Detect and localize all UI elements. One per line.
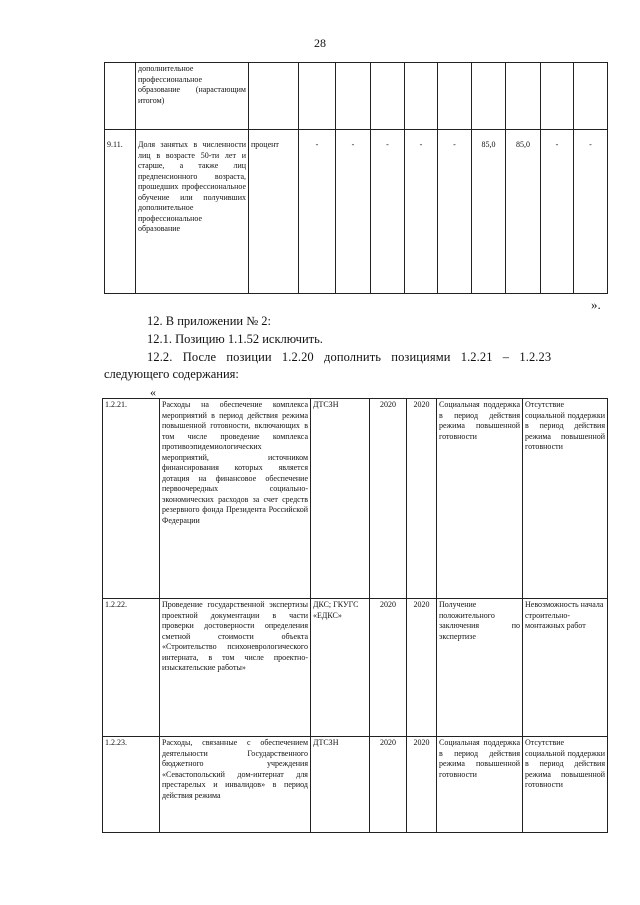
row-number: 1.2.23. — [103, 737, 160, 833]
table-row — [103, 737, 608, 833]
year-start-cell: 2020 — [370, 399, 407, 599]
paragraph-12-2-line2: следующего содержания: — [104, 367, 239, 381]
value-cell: - — [371, 130, 405, 294]
unit-cell: процент — [249, 130, 299, 294]
value-cell: - — [336, 130, 371, 294]
table-row — [105, 130, 608, 294]
row-number: 1.2.21. — [103, 399, 160, 599]
paragraph-12: 12. В приложении № 2: — [147, 314, 272, 328]
consequence-cell: Отсутствие социальной поддержки в период действия режима повышенной готовности — [523, 737, 608, 833]
table-cell-text: Расходы, связанные с обеспечением деятельности Государственного бюджетного учреждения «Севастопольский дом-интернат для престарелых и инвалидов» в период действия режима — [160, 737, 311, 833]
table-cell-text: Расходы на обеспечение комплекса мероприятий в период действия режима повышенной готовности, включающих в том числе проведение комплекса противоэпидемиологических мероприятий, источником финансирования которых является дотация на финансовое обеспечение первоочередных социально-экономических расходов за счет средств резервного фонда Президента Российской Федерации — [160, 399, 311, 599]
paragraph-12-1: 12.1. Позицию 1.1.52 исключить. — [147, 332, 323, 346]
value-cell: - — [541, 130, 574, 294]
result-cell: Социальная поддержка в период действия режима повышенной готовности — [437, 399, 523, 599]
row-number: 9.11. — [105, 130, 136, 294]
executor-cell: ДТСЗН — [311, 737, 370, 833]
paragraph-12-2-line1: 12.2. После позиции 1.2.20 дополнить позициями 1.2.21 – 1.2.23 — [147, 350, 552, 364]
table-row — [105, 63, 608, 130]
year-end-cell: 2020 — [407, 399, 437, 599]
top-table — [104, 62, 608, 294]
closing-quote: ». — [591, 297, 601, 312]
year-start-cell: 2020 — [370, 737, 407, 833]
executor-cell: ДКС; ГКУГС «ЕДКС» — [311, 599, 370, 737]
value-cell: - — [405, 130, 438, 294]
consequence-cell: Отсутствие социальной поддержки в период действия режима повышенной готовности — [523, 399, 608, 599]
executor-cell: ДТСЗН — [311, 399, 370, 599]
main-table — [102, 398, 608, 833]
result-cell: Получение положительного заключения по экспертизе — [437, 599, 523, 737]
consequence-cell: Невозможность начала строительно-монтажных работ — [523, 599, 608, 737]
table-cell-text: Доля занятых в численности лиц в возрасте 50-ти лет и старше, а также лиц предпенсионного возраста, прошедших профессиональное обучение или получивших дополнительное профессиональное образование — [136, 130, 249, 294]
value-cell: - — [299, 130, 336, 294]
table-cell-text: Проведение государственной экспертизы проектной документации в части проверки достоверности определения сметной стоимости объекта «Строительство психоневрологического интерната, в том числе проектно-изыскательские работы» — [160, 599, 311, 737]
value-cell: - — [438, 130, 472, 294]
page-number: 28 — [314, 36, 326, 50]
year-end-cell: 2020 — [407, 599, 437, 737]
table-row — [103, 599, 608, 737]
year-end-cell: 2020 — [407, 737, 437, 833]
table-cell-text: дополнительное профессиональное образование (нарастающим итогом) — [136, 63, 249, 130]
row-number: 1.2.22. — [103, 599, 160, 737]
table-row — [103, 399, 608, 599]
result-cell: Социальная поддержка в период действия режима повышенной готовности — [437, 737, 523, 833]
year-start-cell: 2020 — [370, 599, 407, 737]
value-cell: 85,0 — [472, 130, 506, 294]
open-quote: « — [150, 385, 156, 399]
value-cell: 85,0 — [506, 130, 541, 294]
value-cell: - — [574, 130, 608, 294]
